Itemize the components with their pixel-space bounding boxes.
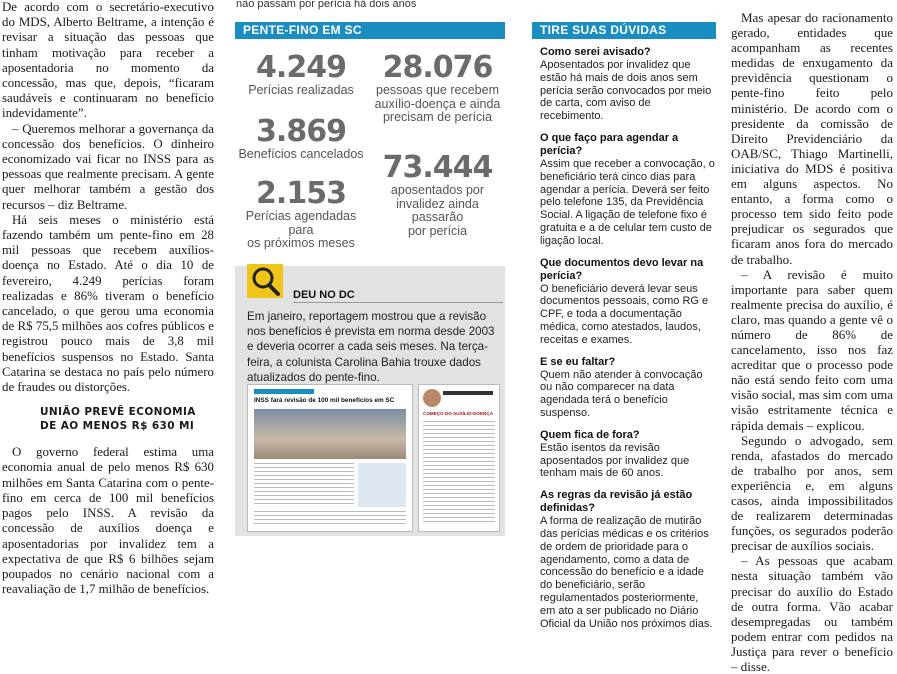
columnist-photo (423, 389, 441, 407)
faq-question: O que faço para agendar a perícia? (540, 131, 679, 157)
faq-question: E se eu faltar? (540, 355, 616, 368)
faq-list (540, 46, 716, 639)
article-column-1 (2, 0, 214, 597)
stat-label: invalidez ainda passarão (396, 196, 479, 224)
faq-answer: O beneficiário deverá levar seus documentos pessoais, como RG e CPF, e toda a documentação médica, como atestados, laudos, receitas e exames. (540, 282, 709, 346)
infographic-top-text: não passam por perícia há dois anos (236, 0, 417, 10)
stat-label: os próximos meses (247, 236, 355, 250)
article-paragraph: Mas apesar do racionamento gerado, entidades que acompanham as recentes medidas de enxugamento da previdência questionam o pente-fino feito pelo ministério. De acordo com o presidente da comissão de Direito Previdenciário da OAB/SC, Thiago Martinelli, iniciativa do MDS é positiva em alguns aspectos. No entanto, a forma como o processo tem sido feito pode prejudicar os segurados que ficaram anos fora do mercado de trabalho. (731, 10, 893, 267)
newspaper-thumbnail-2 (418, 384, 500, 532)
stat-aposentados-invalidez (370, 152, 505, 238)
article-paragraph: – A revisão é muito importante para saber quem realmente precisa do auxílio, é claro, mas quando a gente vê o número de 86% de cancelamento, isso nos faz acreditar que o processo pode não está sendo feito com uma visão social, mas sim com uma visão estritamente técnica e rápida demais – explicou. (731, 266, 893, 433)
thumb-headline: INSS fará revisão de 100 mil benefícios em SC (254, 397, 395, 404)
article-paragraph: Segundo o advogado, sem renda, afastados do mercado de trabalho por anos, sem experiência e, em alguns casos, ainda impossibilitados de realizarem determinadas funções, os segurados poderão precisar de auxílios sociais. (731, 432, 893, 554)
thumb-text-block (254, 463, 354, 507)
stat-label: Perícias agendadas para (245, 209, 357, 237)
stat-label: pessoas que recebem (376, 83, 499, 97)
faq-question: Como serei avisado? (540, 46, 651, 58)
article-column-4 (731, 10, 893, 674)
stat-number: 4.249 (256, 50, 346, 85)
faq-answer: Assim que receber a convocação, o beneficiário terá cinco dias para agendar a perícia. Deverá ser feito pelo telefone 135, da Previdência Social. A ligação de telefone fixo é gratuita e a de celular tem custo de ligação local. (540, 157, 715, 247)
stat-pessoas-auxilio (370, 52, 505, 125)
stat-number: 2.153 (256, 176, 346, 211)
subheading-line: UNIÃO PREVÊ ECONOMIA (40, 406, 196, 419)
faq-question: As regras da revisão já estão definidas? (540, 489, 693, 515)
thumb-text-block (254, 511, 406, 525)
article-paragraph: – As pessoas que acabam nesta situação também vão precisar do auxílio do Estado de outra forma. Vão acabar desempregadas ou também podem entrar com pedidos na Justiça para rever o benefício – disse. (731, 553, 893, 674)
thumb-text-block (423, 421, 495, 525)
thumb-headline: COMEÇO DO AUXÍLIO-DOENÇA (423, 411, 494, 416)
subheading (40, 405, 214, 433)
stat-label: por perícia (407, 223, 468, 238)
infographic-header: PENTE-FINO EM SC (235, 22, 505, 39)
newspaper-thumbnail-1 (247, 384, 413, 532)
stat-pericias-realizadas (236, 52, 366, 98)
faq-header: TIRE SUAS DÚVIDAS (532, 22, 716, 39)
deu-no-dc-title: DEU NO DC (293, 289, 355, 301)
faq-question: Que documentos devo levar na perícia? (540, 256, 704, 282)
stat-beneficios-cancelados (236, 116, 366, 162)
article-paragraph: Há seis meses o ministério está fazendo também um pente-fino em 28 mil pessoas que recebem auxílios-doença no Estado. Até o dia 10 de fevereiro, 4.249 perícias foram realizadas e 86% tiveram o benefício cancelado, o que gerou uma economia de R$ 75,5 milhões aos cofres públicos e registrou pouco mais de 3,8 mil benefícios suspensos no Estado. Santa Catarina se destaca no país pelo número de fraudes ou distorções. (2, 212, 214, 395)
infographic-pente-fino (232, 0, 509, 541)
faq-question: Quem fica de fora? (540, 428, 640, 441)
magnifier-icon (247, 260, 289, 302)
subheading-line: DE AO MENOS R$ 630 MI (40, 420, 195, 433)
stat-number: 28.076 (382, 50, 493, 85)
thumb-chart (358, 463, 406, 507)
stat-number: 3.869 (256, 114, 346, 149)
deu-no-dc-text: Em janeiro, reportagem mostrou que a revisão nos benefícios é prevista em norma desde 2003 e deveria ocorrer a cada seis meses. Na terça-feira, a colunista Carolina Bahia trouxe dados atualizados do pente-fino. (247, 310, 495, 384)
article-paragraph: O governo federal estima uma economia anual de pelo menos R$ 630 milhões em Santa Catarina com o pente-fino em cerca de 100 mil benefícios pagos pelo INSS. A revisão da concessão de auxílios doença e aposentadorias por invalidez tem a expectativa de que R$ 6 bilhões sejam poupados no cenário nacional com a reavaliação de 1,7 milhão de benefícios. (2, 445, 214, 597)
stat-label: Benefícios cancelados (238, 147, 364, 161)
faq-answer: Aposentados por invalidez que estão há mais de dois anos sem perícia serão convocados por meio de carta, com aviso de recebimento. (540, 59, 712, 123)
divider (293, 302, 503, 303)
stat-label: Perícias realizadas (248, 83, 354, 97)
stat-number: 73.444 (382, 150, 493, 185)
stat-label: precisam de perícia (382, 110, 493, 124)
faq-answer: A forma de realização de mutirão das perícias médicas e os critérios de ordem de prioridade para o agendamento, como a data de concessão do benefício e a idade do beneficiário, serão regulamentados posteriormente, em ato a ser publicado no Diário Oficial da União nos próximos dias. (540, 515, 713, 630)
thumb-masthead (443, 391, 493, 395)
article-paragraph: – Queremos melhorar a governança da concessão dos benefícios. O dinheiro economizado vai ficar no INSS para as pessoas que realmente precisam. A gente quer melhorar também a gestão dos recursos – diz Beltrame. (2, 121, 214, 212)
faq-answer: Quem não atender à convocação ou não comparecer na data agendada terá o benefício suspenso. (540, 368, 703, 419)
deu-no-dc-box (235, 266, 505, 536)
article-paragraph: De acordo com o secretário-executivo do MDS, Alberto Beltrame, a intenção é revisar a situação das pessoas que tinham motivação para receber a aposentadoria no momento da concessão, mas que, depois, “ficaram saudáveis e continuaram no benefício indevidamente”. (2, 0, 214, 121)
faq-column (532, 0, 727, 630)
thumb-photo (254, 409, 406, 459)
stat-pericias-agendadas (236, 178, 366, 251)
faq-answer: Estão isentos da revisão aposentados por invalidez que tenham mais de 60 anos. (540, 441, 690, 480)
stat-label: aposentados por (390, 183, 485, 197)
stat-label: auxílio-doença e ainda (374, 96, 501, 111)
thumb-masthead (254, 389, 314, 394)
